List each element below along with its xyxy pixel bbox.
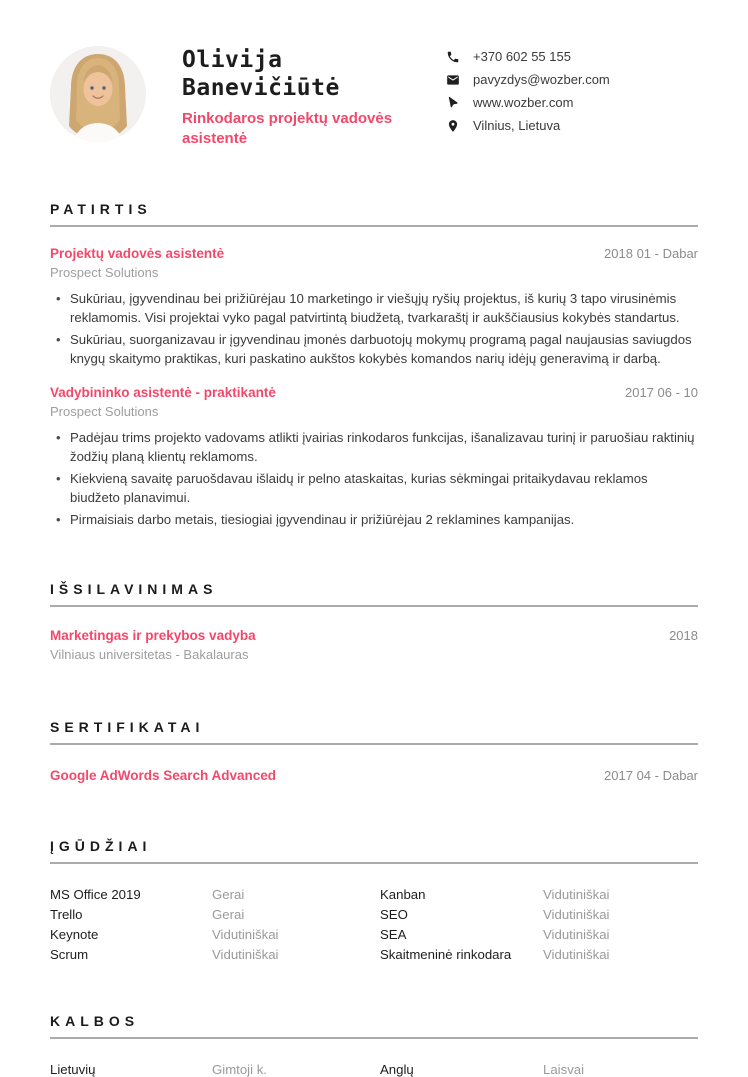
skill-level: Vidutiniškai: [543, 927, 610, 942]
name-block: [182, 46, 408, 149]
section-divider: [50, 605, 698, 607]
skill-name: Trello: [50, 907, 83, 922]
skill-name: Scrum: [50, 947, 89, 962]
skill-name: Skaitmeninė rinkodara: [380, 947, 512, 962]
phone-number: +370 602 55 155: [473, 49, 571, 64]
skill-level: Vidutiniškai: [212, 947, 279, 962]
person-name-line2: Banevičiūtė: [182, 75, 340, 101]
skill-name: Kanban: [380, 887, 426, 902]
skill-name: Keynote: [50, 927, 99, 942]
resume-header: [50, 46, 698, 149]
person-name: [182, 46, 408, 102]
job-company: Prospect Solutions: [50, 265, 159, 280]
section-divider: [50, 862, 698, 864]
skill-level: Gerai: [212, 887, 245, 902]
location-text: Vilnius, Lietuva: [473, 118, 561, 133]
job-company: Prospect Solutions: [50, 404, 159, 419]
section-experience: [50, 201, 698, 529]
contact-website: [446, 95, 698, 110]
section-heading-languages: KALBOS: [50, 1013, 140, 1029]
person-job-title: Rinkodaros projektų vadovės asistentė: [182, 110, 393, 147]
section-heading-experience: PATIRTIS: [50, 201, 152, 217]
job-bullet: • Sukūriau, įgyvendinau bei prižiūrėjau 10 marketingo ir viešųjų ryšių projektus, iš kurių 3 tapo virusinėmis reklamomis. Visi projektai vyko pagal patvirtintą biudžetą, tvarkaraštį ir aukščiausius kokybės standartus.: [50, 289, 698, 327]
certificate-date: 2017 04 - Dabar: [604, 768, 698, 783]
job-bullet: • Padėjau trims projekto vadovams atlikti įvairias rinkodaros funkcijas, išanalizavau turinį ir paruošiau raktinių žodžių planą klientų reklamoms.: [50, 428, 698, 466]
section-languages: [50, 1013, 698, 1076]
contact-location: [446, 118, 698, 133]
skill-name: SEA: [380, 927, 407, 942]
certificate-title: Google AdWords Search Advanced: [50, 768, 277, 783]
skill-level: Vidutiniškai: [212, 927, 279, 942]
degree-title: Marketingas ir prekybos vadyba: [50, 628, 256, 643]
section-heading-certificates: SERTIFIKATAI: [50, 719, 205, 735]
skill-level: Vidutiniškai: [543, 887, 610, 902]
job-date: 2018 01 - Dabar: [604, 246, 698, 261]
contact-phone: [446, 49, 698, 64]
email-icon: [446, 73, 460, 87]
language-name: Anglų: [380, 1062, 414, 1077]
degree-date: 2018: [669, 628, 698, 643]
language-level: Laisvai: [543, 1062, 585, 1077]
language-name: Lietuvių: [50, 1062, 96, 1077]
experience-entry: [50, 245, 698, 368]
profile-photo: [50, 46, 146, 142]
skill-level: Vidutiniškai: [543, 907, 610, 922]
section-heading-education: IŠSILAVINIMAS: [50, 581, 218, 597]
job-bullet: • Kiekvieną savaitę paruošdavau išlaidų ir pelno ataskaitas, kurias sėkmingai pritaikydavau reklamos biudžeto planavimui.: [50, 469, 698, 507]
section-divider: [50, 225, 698, 227]
profile-photo-illustration: [50, 46, 146, 142]
degree-school: Vilniaus universitetas - Bakalauras: [50, 647, 249, 662]
contact-email: [446, 72, 698, 87]
cursor-icon: [446, 96, 460, 110]
job-bullet-list: [50, 289, 698, 368]
education-entry: [50, 627, 698, 663]
job-bullet: • Pirmaisiais darbo metais, tiesiogiai įgyvendinau ir prižiūrėjau 2 reklamines kampanijas.: [50, 510, 698, 529]
website-url: www.wozber.com: [473, 95, 574, 110]
job-date: 2017 06 - 10: [624, 385, 698, 400]
job-title: Vadybininko asistentė - praktikantė: [50, 385, 276, 400]
certificate-entry: [50, 767, 698, 784]
location-icon: [446, 119, 460, 133]
job-bullet-list: [50, 428, 698, 529]
skills-grid: [50, 888, 698, 961]
skill-name: MS Office 2019: [50, 887, 141, 902]
section-certificates: [50, 719, 698, 784]
skill-level: Vidutiniškai: [543, 947, 610, 962]
skill-level: Gerai: [212, 907, 245, 922]
languages-grid: [50, 1063, 698, 1076]
experience-entry: [50, 384, 698, 529]
person-name-line1: Olivija: [182, 47, 283, 73]
job-bullet: • Sukūriau, suorganizavau ir įgyvendinau įmonės darbuotojų mokymų programą pagal naujausias saviugdos knygų skaitymo praktikas, kuri paskatino aukštos kokybės komandos narių idėjų generavimą ir darbą.: [50, 330, 698, 368]
job-title: Projektų vadovės asistentė: [50, 246, 225, 261]
contact-info: [446, 46, 698, 141]
skill-name: SEO: [380, 907, 408, 922]
email-address: pavyzdys@wozber.com: [473, 72, 610, 87]
language-level: Gimtoji k.: [212, 1062, 267, 1077]
section-divider: [50, 743, 698, 745]
section-divider: [50, 1037, 698, 1039]
section-education: [50, 581, 698, 663]
phone-icon: [446, 50, 460, 64]
section-heading-skills: ĮGŪDŽIAI: [50, 838, 152, 854]
section-skills: [50, 838, 698, 961]
